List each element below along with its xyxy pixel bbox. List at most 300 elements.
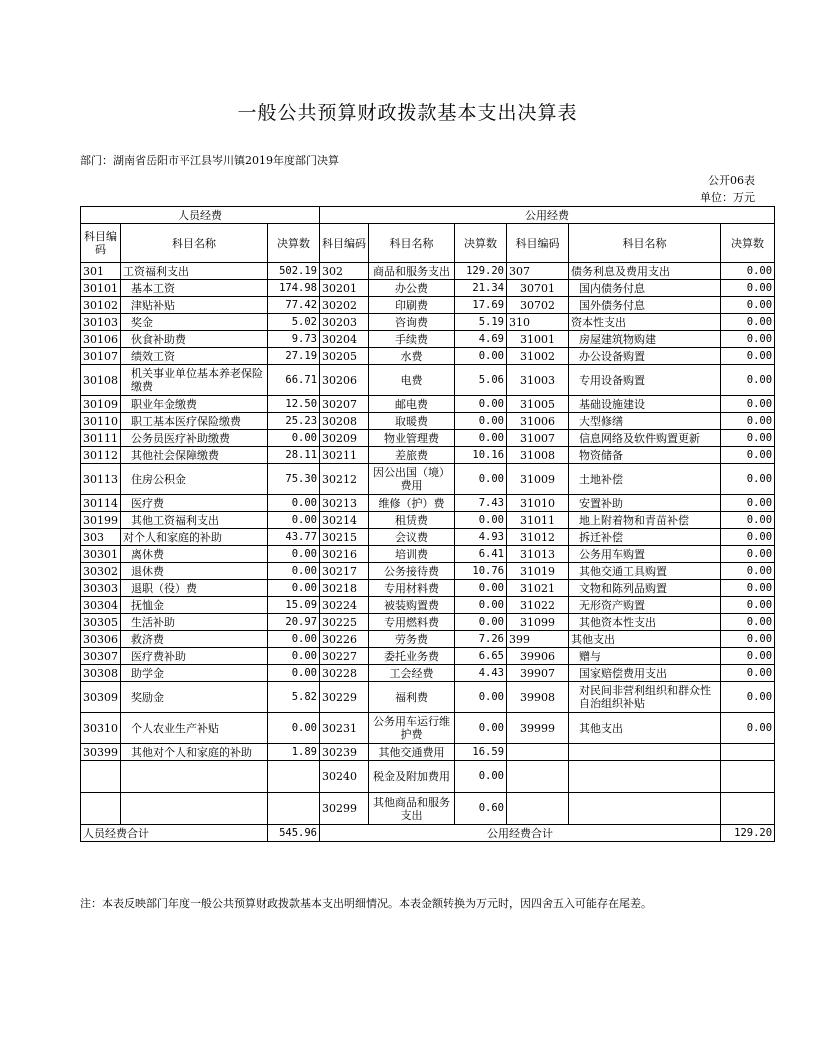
cell-amount: 5.19 — [455, 314, 507, 331]
cell-amount: 502.19 — [268, 263, 320, 280]
cell-name: 公务用车购置 — [569, 546, 721, 563]
cell-code: 30106 — [81, 331, 121, 348]
cell-amount: 0.00 — [721, 297, 775, 314]
cell-name: 国外债务付息 — [569, 297, 721, 314]
cell-code: 31010 — [507, 495, 569, 512]
cell-name: 委托业务费 — [369, 648, 455, 665]
cell-code: 30301 — [81, 546, 121, 563]
col-name: 科目名称 — [569, 224, 721, 263]
cell-amount — [721, 793, 775, 825]
cell-name: 邮电费 — [369, 396, 455, 413]
cell-code: 31012 — [507, 529, 569, 546]
cell-amount: 0.00 — [455, 614, 507, 631]
col-amount: 决算数 — [268, 224, 320, 263]
cell-amount: 5.02 — [268, 314, 320, 331]
cell-code: 30108 — [81, 365, 121, 396]
cell-amount: 0.00 — [721, 546, 775, 563]
cell-amount: 0.00 — [455, 512, 507, 529]
cell-code: 30206 — [320, 365, 369, 396]
cell-amount: 0.00 — [268, 546, 320, 563]
cell-code: 30303 — [81, 580, 121, 597]
cell-name: 奖励金 — [121, 682, 268, 713]
cell-amount: 0.00 — [721, 365, 775, 396]
cell-amount: 0.00 — [721, 464, 775, 495]
cell-amount: 17.69 — [455, 297, 507, 314]
cell-name: 基础设施建设 — [569, 396, 721, 413]
cell-amount: 0.00 — [455, 464, 507, 495]
cell-amount: 0.00 — [721, 314, 775, 331]
cell-amount: 0.00 — [721, 665, 775, 682]
cell-code: 30201 — [320, 280, 369, 297]
cell-amount: 25.23 — [268, 413, 320, 430]
cell-code: 30702 — [507, 297, 569, 314]
cell-name: 维修（护）费 — [369, 495, 455, 512]
cell-name: 其他交通工具购置 — [569, 563, 721, 580]
public-total-value: 129.20 — [721, 825, 775, 842]
cell-code: 39999 — [507, 713, 569, 744]
cell-code: 31001 — [507, 331, 569, 348]
cell-code: 30203 — [320, 314, 369, 331]
cell-code: 30239 — [320, 744, 369, 761]
page-title: 一般公共预算财政拨款基本支出决算表 — [237, 102, 578, 124]
cell-amount: 0.00 — [268, 495, 320, 512]
cell-name: 基本工资 — [121, 280, 268, 297]
cell-code: 31003 — [507, 365, 569, 396]
table-row — [81, 563, 775, 580]
cell-code: 30217 — [320, 563, 369, 580]
cell-name: 赠与 — [569, 648, 721, 665]
group-header-row — [81, 207, 775, 224]
cell-code: 30110 — [81, 413, 121, 430]
cell-code — [507, 744, 569, 761]
cell-name: 离休费 — [121, 546, 268, 563]
table-row — [81, 744, 775, 761]
cell-amount: 77.42 — [268, 297, 320, 314]
table-row — [81, 713, 775, 744]
cell-amount: 0.00 — [455, 396, 507, 413]
cell-name: 专用设备购置 — [569, 365, 721, 396]
cell-code: 30240 — [320, 761, 369, 793]
cell-amount: 0.00 — [721, 529, 775, 546]
cell-amount: 0.00 — [721, 331, 775, 348]
cell-code: 30204 — [320, 331, 369, 348]
cell-amount: 9.73 — [268, 331, 320, 348]
cell-name: 其他资本性支出 — [569, 614, 721, 631]
table-row — [81, 263, 775, 280]
cell-code: 31099 — [507, 614, 569, 631]
table-row — [81, 314, 775, 331]
cell-amount: 0.00 — [268, 713, 320, 744]
cell-name: 商品和服务支出 — [369, 263, 455, 280]
cell-amount: 0.00 — [455, 580, 507, 597]
cell-amount: 0.00 — [455, 430, 507, 447]
col-code: 科目编码 — [507, 224, 569, 263]
col-name: 科目名称 — [121, 224, 268, 263]
cell-code: 31021 — [507, 580, 569, 597]
cell-amount: 0.00 — [268, 665, 320, 682]
cell-name: 培训费 — [369, 546, 455, 563]
cell-code: 30231 — [320, 713, 369, 744]
cell-code — [507, 793, 569, 825]
cell-code: 30305 — [81, 614, 121, 631]
expenditure-table — [80, 206, 775, 842]
cell-code: 30309 — [81, 682, 121, 713]
cell-amount: 0.00 — [268, 512, 320, 529]
cell-amount: 0.00 — [721, 648, 775, 665]
cell-name: 住房公积金 — [121, 464, 268, 495]
cell-code: 303 — [81, 529, 121, 546]
public-header: 公用经费 — [320, 207, 775, 224]
table-row — [81, 793, 775, 825]
cell-name: 其他支出 — [569, 713, 721, 744]
cell-amount: 0.00 — [721, 682, 775, 713]
personnel-total-label: 人员经费合计 — [81, 825, 268, 842]
cell-code: 30112 — [81, 447, 121, 464]
cell-name: 伙食补助费 — [121, 331, 268, 348]
footnote: 注：本表反映部门年度一般公共预算财政拨款基本支出明细情况。本表金额转换为万元时，因四舍五入可能存在尾差。 — [80, 897, 652, 910]
cell-code: 399 — [507, 631, 569, 648]
cell-code: 307 — [507, 263, 569, 280]
cell-name: 其他对个人和家庭的补助 — [121, 744, 268, 761]
cell-code: 30310 — [81, 713, 121, 744]
cell-name: 手续费 — [369, 331, 455, 348]
cell-amount — [268, 793, 320, 825]
cell-code — [81, 793, 121, 825]
table-row — [81, 464, 775, 495]
cell-code: 30224 — [320, 597, 369, 614]
cell-name: 无形资产购置 — [569, 597, 721, 614]
cell-code: 30215 — [320, 529, 369, 546]
cell-amount: 0.00 — [721, 512, 775, 529]
cell-amount: 16.59 — [455, 744, 507, 761]
cell-code: 30207 — [320, 396, 369, 413]
cell-code: 30304 — [81, 597, 121, 614]
cell-name: 办公设备购置 — [569, 348, 721, 365]
cell-amount: 21.34 — [455, 280, 507, 297]
table-row — [81, 631, 775, 648]
cell-name: 专用材料费 — [369, 580, 455, 597]
cell-name: 取暖费 — [369, 413, 455, 430]
cell-amount: 0.00 — [721, 713, 775, 744]
cell-name: 房屋建筑物购建 — [569, 331, 721, 348]
cell-code: 30103 — [81, 314, 121, 331]
cell-amount: 0.00 — [721, 597, 775, 614]
cell-code: 30214 — [320, 512, 369, 529]
cell-amount: 0.00 — [268, 580, 320, 597]
cell-name: 国内债务付息 — [569, 280, 721, 297]
cell-amount: 0.00 — [721, 348, 775, 365]
cell-name: 工资福利支出 — [121, 263, 268, 280]
cell-name: 被装购置费 — [369, 597, 455, 614]
cell-code: 30111 — [81, 430, 121, 447]
cell-name: 工会经费 — [369, 665, 455, 682]
cell-name: 债务利息及费用支出 — [569, 263, 721, 280]
table-row — [81, 430, 775, 447]
cell-amount: 4.93 — [455, 529, 507, 546]
table-row — [81, 495, 775, 512]
cell-amount: 129.20 — [455, 263, 507, 280]
cell-amount — [721, 761, 775, 793]
cell-name: 安置补助 — [569, 495, 721, 512]
cell-amount: 75.30 — [268, 464, 320, 495]
personnel-header: 人员经费 — [81, 207, 320, 224]
cell-amount: 0.00 — [721, 563, 775, 580]
cell-name — [569, 761, 721, 793]
cell-amount: 4.69 — [455, 331, 507, 348]
cell-code: 39907 — [507, 665, 569, 682]
cell-amount: 0.00 — [721, 614, 775, 631]
cell-amount: 0.00 — [455, 597, 507, 614]
cell-name: 土地补偿 — [569, 464, 721, 495]
cell-name: 因公出国（境）费用 — [369, 464, 455, 495]
cell-amount: 0.00 — [455, 413, 507, 430]
cell-name: 其他商品和服务支出 — [369, 793, 455, 825]
cell-code — [507, 761, 569, 793]
cell-code: 31007 — [507, 430, 569, 447]
cell-name: 抚恤金 — [121, 597, 268, 614]
cell-code: 30113 — [81, 464, 121, 495]
cell-name: 其他交通费用 — [369, 744, 455, 761]
cell-name: 福利费 — [369, 682, 455, 713]
cell-code — [81, 761, 121, 793]
unit-label: 单位：万元 — [700, 191, 755, 204]
cell-name: 专用燃料费 — [369, 614, 455, 631]
cell-name: 救济费 — [121, 631, 268, 648]
totals-row — [81, 825, 775, 842]
cell-code: 30101 — [81, 280, 121, 297]
cell-code: 30399 — [81, 744, 121, 761]
cell-amount: 0.00 — [268, 648, 320, 665]
cell-amount: 0.00 — [721, 447, 775, 464]
cell-code: 39908 — [507, 682, 569, 713]
table-row — [81, 348, 775, 365]
cell-code: 30218 — [320, 580, 369, 597]
cell-code: 31002 — [507, 348, 569, 365]
cell-code: 39906 — [507, 648, 569, 665]
cell-amount: 5.06 — [455, 365, 507, 396]
col-code: 科目编码 — [81, 224, 121, 263]
cell-name: 机关事业单位基本养老保险缴费 — [121, 365, 268, 396]
public-total-label: 公用经费合计 — [320, 825, 721, 842]
cell-code: 30209 — [320, 430, 369, 447]
cell-name: 会议费 — [369, 529, 455, 546]
cell-name: 拆迁补偿 — [569, 529, 721, 546]
cell-name: 税金及附加费用 — [369, 761, 455, 793]
cell-amount: 0.00 — [721, 396, 775, 413]
cell-amount: 4.43 — [455, 665, 507, 682]
cell-name: 咨询费 — [369, 314, 455, 331]
cell-amount: 5.82 — [268, 682, 320, 713]
cell-amount: 0.00 — [455, 682, 507, 713]
cell-amount — [721, 744, 775, 761]
cell-amount: 0.00 — [721, 495, 775, 512]
cell-name: 信息网络及软件购置更新 — [569, 430, 721, 447]
cell-code: 30229 — [320, 682, 369, 713]
cell-amount: 0.00 — [721, 580, 775, 597]
table-row — [81, 614, 775, 631]
cell-name: 国家赔偿费用支出 — [569, 665, 721, 682]
cell-code: 31005 — [507, 396, 569, 413]
cell-name: 物业管理费 — [369, 430, 455, 447]
cell-amount: 0.00 — [455, 761, 507, 793]
cell-code: 310 — [507, 314, 569, 331]
cell-name: 公务用车运行维护费 — [369, 713, 455, 744]
cell-amount: 6.41 — [455, 546, 507, 563]
cell-name: 其他社会保障缴费 — [121, 447, 268, 464]
table-row — [81, 297, 775, 314]
table-row — [81, 512, 775, 529]
cell-amount: 12.50 — [268, 396, 320, 413]
table-row — [81, 580, 775, 597]
table-row — [81, 413, 775, 430]
personnel-total-value: 545.96 — [268, 825, 320, 842]
cell-amount: 0.00 — [268, 631, 320, 648]
cell-name: 资本性支出 — [569, 314, 721, 331]
cell-code: 30114 — [81, 495, 121, 512]
cell-name: 租赁费 — [369, 512, 455, 529]
cell-amount: 0.00 — [721, 430, 775, 447]
cell-amount: 15.09 — [268, 597, 320, 614]
table-row — [81, 682, 775, 713]
cell-code: 31006 — [507, 413, 569, 430]
cell-amount: 66.71 — [268, 365, 320, 396]
cell-amount — [268, 761, 320, 793]
cell-amount: 0.00 — [721, 631, 775, 648]
cell-name — [569, 744, 721, 761]
cell-name: 职工基本医疗保险缴费 — [121, 413, 268, 430]
table-row — [81, 529, 775, 546]
cell-code: 30202 — [320, 297, 369, 314]
cell-code: 30211 — [320, 447, 369, 464]
cell-name: 退休费 — [121, 563, 268, 580]
cell-code: 30302 — [81, 563, 121, 580]
cell-amount: 0.00 — [721, 263, 775, 280]
cell-code: 30308 — [81, 665, 121, 682]
cell-amount: 7.43 — [455, 495, 507, 512]
cell-name: 绩效工资 — [121, 348, 268, 365]
cell-code: 30216 — [320, 546, 369, 563]
cell-amount: 43.77 — [268, 529, 320, 546]
cell-name: 个人农业生产补贴 — [121, 713, 268, 744]
cell-amount: 27.19 — [268, 348, 320, 365]
cell-name: 劳务费 — [369, 631, 455, 648]
cell-code: 301 — [81, 263, 121, 280]
cell-name: 电费 — [369, 365, 455, 396]
table-row — [81, 546, 775, 563]
cell-name: 差旅费 — [369, 447, 455, 464]
table-row — [81, 447, 775, 464]
cell-name: 职业年金缴费 — [121, 396, 268, 413]
table-row — [81, 665, 775, 682]
cell-code: 30225 — [320, 614, 369, 631]
cell-code: 31009 — [507, 464, 569, 495]
cell-code: 302 — [320, 263, 369, 280]
cell-code: 30227 — [320, 648, 369, 665]
cell-name: 公务接待费 — [369, 563, 455, 580]
table-row — [81, 365, 775, 396]
cell-name: 津贴补贴 — [121, 297, 268, 314]
cell-amount: 10.16 — [455, 447, 507, 464]
cell-amount: 0.00 — [721, 413, 775, 430]
department-line: 部门：湖南省岳阳市平江县岑川镇2019年度部门决算 — [80, 154, 339, 167]
cell-code: 30228 — [320, 665, 369, 682]
cell-name: 对民间非营利组织和群众性自治组织补贴 — [569, 682, 721, 713]
cell-code: 30109 — [81, 396, 121, 413]
col-code: 科目编码 — [320, 224, 369, 263]
cell-amount: 0.60 — [455, 793, 507, 825]
cell-amount: 1.89 — [268, 744, 320, 761]
cell-name: 退职（役）费 — [121, 580, 268, 597]
cell-amount: 28.11 — [268, 447, 320, 464]
cell-name: 其他支出 — [569, 631, 721, 648]
cell-code: 30102 — [81, 297, 121, 314]
cell-name: 医疗费补助 — [121, 648, 268, 665]
cell-amount: 7.26 — [455, 631, 507, 648]
cell-name: 物资储备 — [569, 447, 721, 464]
cell-name: 地上附着物和青苗补偿 — [569, 512, 721, 529]
cell-name: 印刷费 — [369, 297, 455, 314]
cell-code: 30205 — [320, 348, 369, 365]
cell-name: 公务员医疗补助缴费 — [121, 430, 268, 447]
cell-code: 30226 — [320, 631, 369, 648]
cell-amount: 10.76 — [455, 563, 507, 580]
cell-name — [121, 761, 268, 793]
cell-name — [569, 793, 721, 825]
cell-code: 30299 — [320, 793, 369, 825]
table-row — [81, 331, 775, 348]
cell-name: 对个人和家庭的补助 — [121, 529, 268, 546]
cell-amount: 20.97 — [268, 614, 320, 631]
cell-name: 办公费 — [369, 280, 455, 297]
cell-code: 30208 — [320, 413, 369, 430]
cell-amount: 0.00 — [455, 713, 507, 744]
cell-code: 31013 — [507, 546, 569, 563]
cell-code: 30212 — [320, 464, 369, 495]
table-row — [81, 761, 775, 793]
table-row — [81, 597, 775, 614]
cell-code: 30307 — [81, 648, 121, 665]
cell-name: 其他工资福利支出 — [121, 512, 268, 529]
table-row — [81, 396, 775, 413]
cell-name: 奖金 — [121, 314, 268, 331]
cell-amount: 174.98 — [268, 280, 320, 297]
cell-code: 30107 — [81, 348, 121, 365]
cell-amount: 0.00 — [721, 280, 775, 297]
column-header-row — [81, 224, 775, 263]
cell-code: 31008 — [507, 447, 569, 464]
cell-code: 30306 — [81, 631, 121, 648]
cell-name: 大型修缮 — [569, 413, 721, 430]
cell-name — [121, 793, 268, 825]
col-amount: 决算数 — [455, 224, 507, 263]
cell-name: 医疗费 — [121, 495, 268, 512]
cell-code: 31011 — [507, 512, 569, 529]
cell-amount: 0.00 — [268, 563, 320, 580]
cell-name: 助学金 — [121, 665, 268, 682]
cell-name: 文物和陈列品购置 — [569, 580, 721, 597]
cell-code: 31019 — [507, 563, 569, 580]
cell-code: 30701 — [507, 280, 569, 297]
cell-code: 30213 — [320, 495, 369, 512]
cell-amount: 0.00 — [268, 430, 320, 447]
cell-code: 31022 — [507, 597, 569, 614]
table-row — [81, 280, 775, 297]
cell-name: 生活补助 — [121, 614, 268, 631]
col-name: 科目名称 — [369, 224, 455, 263]
cell-amount: 6.65 — [455, 648, 507, 665]
col-amount: 决算数 — [721, 224, 775, 263]
cell-name: 水费 — [369, 348, 455, 365]
